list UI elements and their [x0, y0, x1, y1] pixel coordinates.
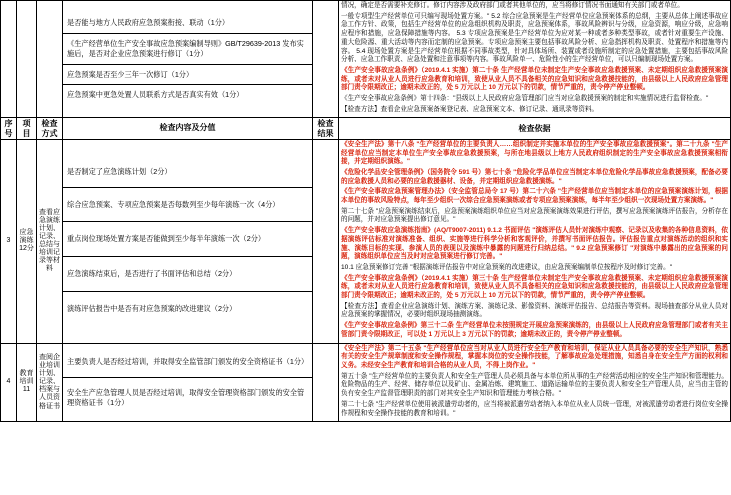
cell-no: 4: [1, 343, 17, 422]
basis-paragraph: 第二十七条 "应急预案演练结束后，应急预案演练组织单位应当对应急预案演练效果进行评估，撰写应急预案演练评估报告，分析存在的问题，并对应急预案提出修订意见。": [341, 207, 728, 224]
basis-paragraph: 一般专项型生产经营单位可只编写现场处置方案。" 5.2 综合应急预案是生产经营单位应急预案体系的总纲，主要从总体上阐述事故应急工作方针、政策，包括生产经营单位的应急组织机构及职责，应急预案体系，事故风险辨识与分级，应急资源，响应分级，应急响应程序和措施，应急保障措施等内容。 5.3 专项应急预案是生产经营单位为应对某一种或者多种类型事故，或者针对重要生产设施、重大危险源、重大活动等内容而定制的应急预案。专项应急预案主要包括事故风险分析、应急指挥机构及职责、处置程序和措施等内容。 5.4 现场处置方案是生产经营单位根据不同事故类型，针对具体场所、装置或者设施所制定的应急处置措施，主要包括事故风险分析、应急工作职责、应急处置和注意事项等内容。事故风险单一、危险性小的生产经营单位，可以只编制现场处置方案。: [341, 12, 728, 64]
basis-paragraph: 《生产安全事故应急条例》第三十二条 生产经营单位未按照规定开展应急预案演练的，由县级以上人民政府应急管理部门或者有关主管部门责令限期改正，可以处 1 万元以上 3 万元以下的罚款；逾期未改正的，责令停产停业整顿。: [341, 322, 728, 338]
table-row: [1, 343, 731, 422]
header-item: 项目: [17, 118, 37, 139]
cell-no: [1, 1, 17, 118]
header-content: 检查内容及分值: [63, 118, 313, 139]
cell-result: [313, 139, 339, 343]
cell-item: [17, 343, 37, 422]
check-item: 安全生产应急管理人员是否经过培训，取得安全管理资格部门颁发的安全管理资格证书（1分）: [67, 388, 305, 407]
basis-paragraph: 《生产安全事故应急条例》（2019.4.1 实施）第二十条 生产经营单位未制定生产安全事故应急救援预案、未定期组织应急救援预案演练，或者未对从业人员进行应急教育和培训，致使从业人员不具备相关的应急知识和应急救援技能的，由县级以上人民政府应急管理部门责令限期改正；逾期未改正的，处 5 万元以上 10 万元以下的罚款，情节严重的，责令停产停业整顿。: [341, 66, 728, 92]
basis-paragraph: 《安全生产法》第十八条 "生产经营单位的主要负责人……组织制定并实施本单位的生产安全事故应急救援预案"。第二十九条 "生产经营单位应当制定本单位生产安全事故应急救援预案，与所在地县级以上地方人民政府组织制定的生产安全事故应急救援预案相衔接，并定期组织演练。": [341, 140, 728, 166]
header-no: 序号: [1, 118, 17, 139]
cell-no: 3: [1, 139, 17, 343]
cell-basis: [339, 139, 731, 343]
check-item: 《生产经营单位生产安全事故应急预案编制导则》GB/T29639-2013 发布实施后，是否对企业应急预案进行修订（1分）: [63, 34, 312, 64]
check-item: 主要负责人是否经过培训，并取得安全监管部门颁发的安全资格证书（1分）: [63, 347, 312, 377]
basis-paragraph: 《生产安全事故应急条例》第十四条："县级以上人民政府应急管理部门应当对应急救援预案的制定和实施情况进行监督检查。": [341, 95, 709, 103]
cell-content: [63, 139, 313, 343]
basis-paragraph: 《危险化学品安全管理条例》（国务院令 591 号）第七十条 "危险化学品单位应当制定本单位危险化学品事故应急救援预案，配备必要的应急救援人员和必要的应急救援器材、设备，并定期组织应急救援演练。": [341, 168, 728, 185]
basis-paragraph: 《生产安全事故应急演练指南》(AQ/T9007-2011) 9.1.2 书面评估 "演练评估人员针对演练中观察、记录以及收集的各种信息资料，依据演练评估标准对演练准备、组织、实施等进行科学分析和客观评价，并撰写书面评估报告。评估报告重点对演练活动的组织和实施、演练目标的实现、参演人员的表现以及演练中暴露的问题进行归纳总结。" 9.2 应急预案修订 "对演练中暴露出的应急预案的问题，演练组织单位应当及时对应急预案进行修订完善。": [341, 227, 728, 261]
cell-content: [63, 343, 313, 422]
basis-paragraph: 第五十条 "生产经营单位的主要负责人和安全生产管理人员必须具备与本单位所从事的生产经营活动相应的安全生产知识和管理能力。危险物品的生产、经营、储存单位以及矿山、金属冶炼、建筑施工、道路运输单位的主要负责人和安全生产管理人员，应当由主管的负有安全生产监督管理职责的部门对其安全生产知识和管理能力考核合格。": [341, 372, 728, 398]
check-item: 应急演练结束后，是否进行了书面评估和总结（2分）: [63, 257, 312, 292]
cell-basis: [339, 343, 731, 422]
basis-paragraph: 《生产安全事故应急条例》（2019.4.1 实施）第三十条 生产经营单位未制定生产安全事故应急救援预案、未定期组织应急救援预案演练，或者未对从业人员进行应急教育和培训，致使从业人员不具备相关的应急知识和应急救援技能的，由县级以上人民政府应急管理部门责令限期改正；逾期未改正的，处 5 万元以上 10 万元以下的罚款，情节严重的，责令停产停业整顿。: [341, 274, 728, 300]
check-item: 重点岗位现场处置方案是否能做到至少每半年演练一次（2分）: [63, 222, 312, 257]
cell-item: [17, 1, 37, 118]
basis-paragraph: 情况，确定是否需要补充修订。修订内容涉及政府部门或者其他单位的，应当将修订情况书面通知有关部门或者单位。: [341, 2, 684, 9]
cell-method: 查阅企业培训计划、记录、档案与人员资格证书: [37, 343, 63, 422]
basis-paragraph: 10.1 应急预案修订完善 "根据演练评估报告中对应急预案的改进建议，由应急预案编制单位按程序及时修订完善。": [341, 263, 673, 271]
check-item: 是否制定了应急演练计划（2分）: [63, 157, 312, 187]
header-basis: 检查依据: [339, 118, 731, 139]
cell-result: [313, 343, 339, 422]
basis-paragraph: 【检查方法】查看企业应急演练计划、演练方案、演练记录、影像资料、演练评估报告、总结报告等资料。现场抽查部分从业人员对应急预案的掌握情况，必要时组织现场抽测演练。: [341, 302, 728, 319]
cell-method: 查看应急演练计划、记录、总结与培训记录等材料: [37, 139, 63, 343]
basis-paragraph: 【检查方法】查看企业应急预案备案登记表、应急预案文本、修订记录、通讯录等资料。: [341, 105, 599, 113]
table-header-row: [1, 118, 731, 139]
basis-paragraph: 第二十七条 "生产经营单位使用被派遣劳动者的，应当将被派遣劳动者纳入本单位从业人员统一管理，对被派遣劳动者进行岗位安全操作规程和安全操作技能的教育和培训。": [341, 400, 728, 417]
basis-paragraph: 《生产安全事故应急预案管理办法》（安全监管总局令 17 号）第二十六条 "生产经营单位应当制定本单位的应急预案演练计划，根据本单位的事故风险特点，每年至少组织一次综合应急预案演练或者专项应急预案演练，每半年至少组织一次现场处置方案演练。": [341, 188, 728, 205]
check-item: 应急预案是否至少三年一次修订（1分）: [63, 64, 312, 85]
basis-paragraph: 《安全生产法》第二十五条 "生产经营单位应当对从业人员进行安全生产教育和培训，保证从业人员具备必要的安全生产知识，熟悉有关的安全生产规章制度和安全操作规程，掌握本岗位的安全操作技能，了解事故应急处理措施，知悉自身在安全生产方面的权利和义务。未经安全生产教育和培训合格的从业人员，不得上岗作业。": [341, 344, 728, 369]
cell-method: [37, 1, 63, 118]
table-row: [1, 139, 731, 343]
check-item: 演练评估报告中是否有对应急预案的改进建议（2分）: [67, 303, 237, 313]
item-score: 12分: [19, 245, 34, 253]
table-row-continuation: [1, 1, 731, 118]
header-method: 检查方式: [37, 118, 63, 139]
cell-item: [17, 139, 37, 343]
cell-content: [63, 1, 313, 118]
check-item: 是否能与地方人民政府应急预案衔接、联动（1分）: [63, 13, 312, 33]
item-label: 教育培训: [19, 370, 34, 386]
header-result: 检查结果: [313, 118, 339, 139]
cell-basis: [339, 1, 731, 118]
item-label: 应急演练: [19, 229, 34, 245]
cell-result: [313, 1, 339, 118]
check-item: 综合应急预案、专项应急预案是否每数列至少每年演练一次（4分）: [63, 187, 312, 222]
check-item: 应急预案中更急处置人员联系方式是否真实有效（1分）: [67, 90, 244, 100]
item-score: 11: [22, 386, 31, 394]
